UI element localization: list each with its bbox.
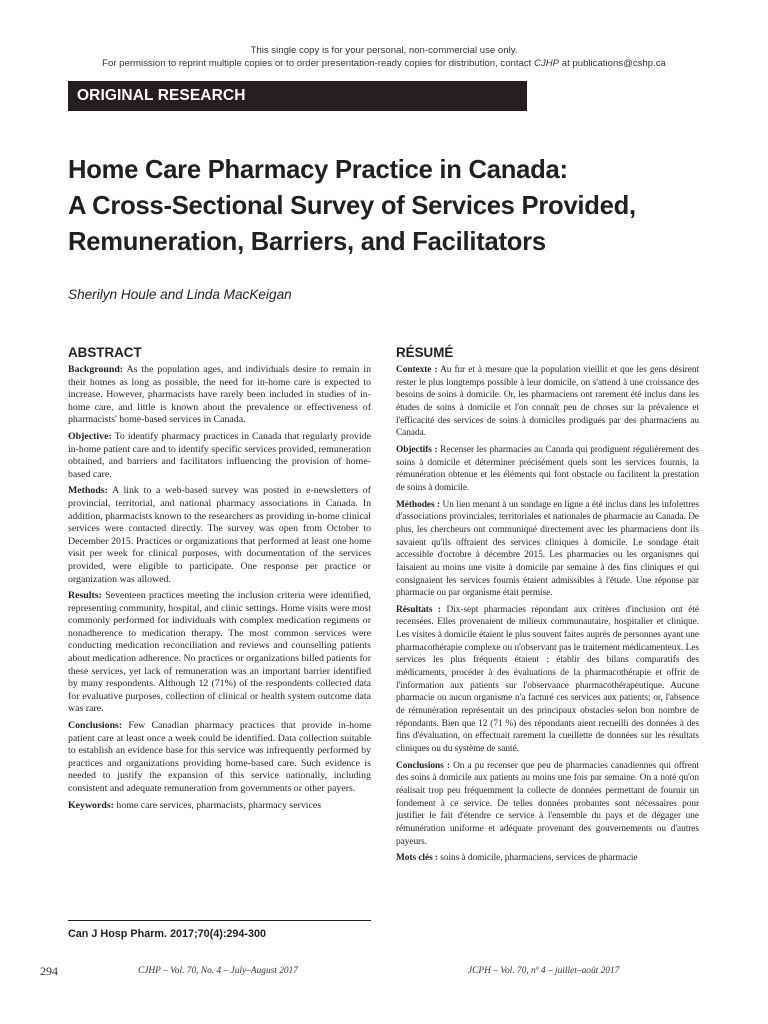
results-text: Seventeen practices meeting the inclusion criteria were identified, representing community, hospital, and clinic settings. Home visits were most commonly performed for individuals with complex medication regimens or nonadherence to medication therapy. The most common services were conducting medication reconciliation and reviews and counselling patients about medication adherence. No practices or organizations billed patients for these services, yet lack of remuneration was an important barrier identified by many respondents. Although 12 (71%) of the respondents collected data for evaluative purposes, collection of clinical or health system outcome data was rare. bbox=[68, 590, 371, 715]
abstract-objective bbox=[68, 431, 371, 481]
article-title bbox=[68, 152, 748, 260]
methods-text: A link to a web-based survey was posted in e-newsletters of provincial, territorial, and national pharmacy associations in Canada. In addition, pharmacists known to the researchers as providing in-home clinical services were contacted directly. The survey was open from October to December 2015. Practices or organizations that performed at least one home visit per week for clinical purposes, with documentation of the services provided, were eligible to participate. One response per practice or organization was allowed. bbox=[68, 485, 371, 585]
background-text: As the population ages, and individuals desire to remain in their homes as long as possible, the need for in-home care is expected to increase. However, pharmacists have rarely been included in studies of in-home care, and little is known about the prevalence or effectiveness of pharmacists' home-based services in Canada. bbox=[68, 364, 371, 426]
contexte-text: Au fur et à mesure que la population vieillit et que les gens désirent rester le plus longtemps possible à leur domicile, on s'attend à une croissance des besoins de soins à domicile. Or, les pharmaciens ont rarement été inclus dans les études de soins à domicile et l'on connaît peu de choses sur la prévalence et l'efficacité des services de soins à domiciles prodigués par des pharmaciens au Canada. bbox=[396, 365, 699, 439]
background-label: Background: bbox=[68, 364, 124, 375]
abstract-background bbox=[68, 364, 371, 427]
page-number: 294 bbox=[40, 964, 58, 978]
keywords-label: Keywords: bbox=[68, 799, 114, 811]
abstract-keywords bbox=[68, 800, 371, 813]
abstract-results bbox=[68, 590, 371, 716]
section-banner-label: ORIGINAL RESEARCH bbox=[77, 87, 246, 104]
reprint-notice bbox=[0, 44, 768, 70]
notice-line-2-after: at publications@cshp.ca bbox=[559, 58, 666, 69]
methods-label: Methods: bbox=[68, 485, 108, 497]
resume-objectifs bbox=[396, 444, 699, 495]
resume-motscles bbox=[396, 852, 699, 865]
resume-conclusions-label: Conclusions : bbox=[396, 760, 450, 771]
conclusions-text: Few Canadian pharmacy practices that provide in-home patient care at least once a week could be identified. Data collection suitable to establish an evidence base for this service was infrequently performed by practices and organizations providing home-based care. Such evidence is needed to justify the expansion of this service nationally, including consistent and adequate remuneration from governments or other payers. bbox=[68, 720, 371, 794]
citation: Can J Hosp Pharm. 2017;70(4):294-300 bbox=[68, 920, 371, 940]
resume-heading: RÉSUMÉ bbox=[396, 345, 454, 360]
results-label: Results: bbox=[68, 590, 102, 602]
resume-conclusions bbox=[396, 760, 699, 849]
title-line-2: A Cross-Sectional Survey of Services Provided, bbox=[68, 192, 636, 220]
title-line-3: Remuneration, Barriers, and Facilitators bbox=[68, 228, 546, 256]
resume-contexte bbox=[396, 364, 699, 440]
motscles-label: Mots clés : bbox=[396, 853, 438, 864]
abstract-heading: ABSTRACT bbox=[68, 345, 142, 360]
conclusions-label: Conclusions: bbox=[68, 720, 123, 732]
resume-conclusions-text: On a pu recenser que peu de pharmacies canadiennes qui offrent des soins à domicile aux patients au moins une fois par semaine. On a noté qu'on réalisait trop peu fréquemment la collecte de données permettant de fournir un fondement à ce service. De telles données probantes sont nécessaires pour justifier le fait d'étendre ce service à l'ensemble du pays et de dégager une rémunération uniforme et adéquate provenant des gouvernements ou d'autres payeurs. bbox=[396, 760, 699, 847]
notice-line-2-before: For permission to reprint multiple copies or to order presentation-ready copies for distribution, contact bbox=[102, 58, 535, 69]
keywords-text: home care services, pharmacists, pharmacy services bbox=[113, 799, 322, 811]
objectifs-label: Objectifs : bbox=[396, 444, 438, 455]
section-banner bbox=[68, 81, 527, 111]
abstract-methods bbox=[68, 485, 371, 586]
abstract-column bbox=[68, 345, 371, 816]
resultats-label: Résultats : bbox=[396, 604, 441, 615]
abstract-conclusions bbox=[68, 720, 371, 796]
objective-label: Objective: bbox=[68, 430, 112, 442]
resume-column bbox=[396, 345, 699, 869]
resume-methodes bbox=[396, 499, 699, 600]
notice-journal: CJHP bbox=[534, 58, 560, 69]
resume-resultats bbox=[396, 604, 699, 756]
objectifs-text: Recenser les pharmacies au Canada qui prodiguent régulièrement des soins à domicile et déterminer précisément quels sont les services fournis, la rémunération obtenue et les éléments qui font obstacle ou facilitent la prestation de soins à domicile. bbox=[396, 444, 699, 493]
methodes-text: Un lien menant à un sondage en ligne a été inclus dans les infolettres d'associations provinciales, territoriales et nationales de pharmacie au Canada. De plus, les chercheurs ont communiqué directement avec les pharmaciens dont ils savaient qu'ils offraient des services cliniques à domicile. Le sondage était accessible d'octobre à décembre 2015. Les pharmacies ou les organismes qui faisaient au moins une visite à domicile par semaine à des fins cliniques et qui consignaient les services fournis étaient admissibles à l'étude. Une réponse par pharmacie ou par organisme était permise. bbox=[396, 499, 699, 599]
resultats-text: Dix-sept pharmacies répondant aux critères d'inclusion ont été recensées. Elles provenaient de milieux communautaire, hospitalier et clinique. Les visites à domicile étaient le plus souvent faites auprès de personnes ayant une pharmacothérapie complexe ou n'observant pas le traitement médicamenteux. Les services les plus fréquents étaient : établir des bilans comparatifs des médicaments, procéder à des évaluations de la pharmacothérapie et offrir de l'information aux patients sur l'observance pharmacothérapeutique. Aucune pharmacie ou aucun organisme n'a facturé ces services aux patients; or, l'absence de rémunération représentait un des principaux obstacles selon bon nombre de répondants. Bien que 12 (71 %) des répondants aient recueilli des données à des fins d'évaluation, on effectuait rarement la cueillette de données sur les résultats cliniques ou du système de santé. bbox=[396, 604, 699, 755]
contexte-label: Contexte : bbox=[396, 365, 438, 375]
article-authors: Sherilyn Houle and Linda MacKeigan bbox=[68, 287, 292, 302]
motscles-text: soins à domicile, pharmaciens, services de pharmacie bbox=[438, 853, 638, 864]
footer-right: JCPH – Vol. 70, nº 4 – juillet–août 2017 bbox=[468, 966, 620, 976]
methodes-label: Méthodes : bbox=[396, 499, 441, 510]
notice-line-2 bbox=[0, 57, 768, 70]
notice-line-1: This single copy is for your personal, non-commercial use only. bbox=[250, 45, 518, 56]
title-line-1: Home Care Pharmacy Practice in Canada: bbox=[68, 156, 568, 184]
objective-text: To identify pharmacy practices in Canada that regularly provide in-home patient care and to identify specific services provided, remuneration obtained, and barriers and facilitators influencing the provision of home-based care. bbox=[68, 430, 371, 480]
footer-left: CJHP – Vol. 70, No. 4 – July–August 2017 bbox=[138, 966, 298, 976]
